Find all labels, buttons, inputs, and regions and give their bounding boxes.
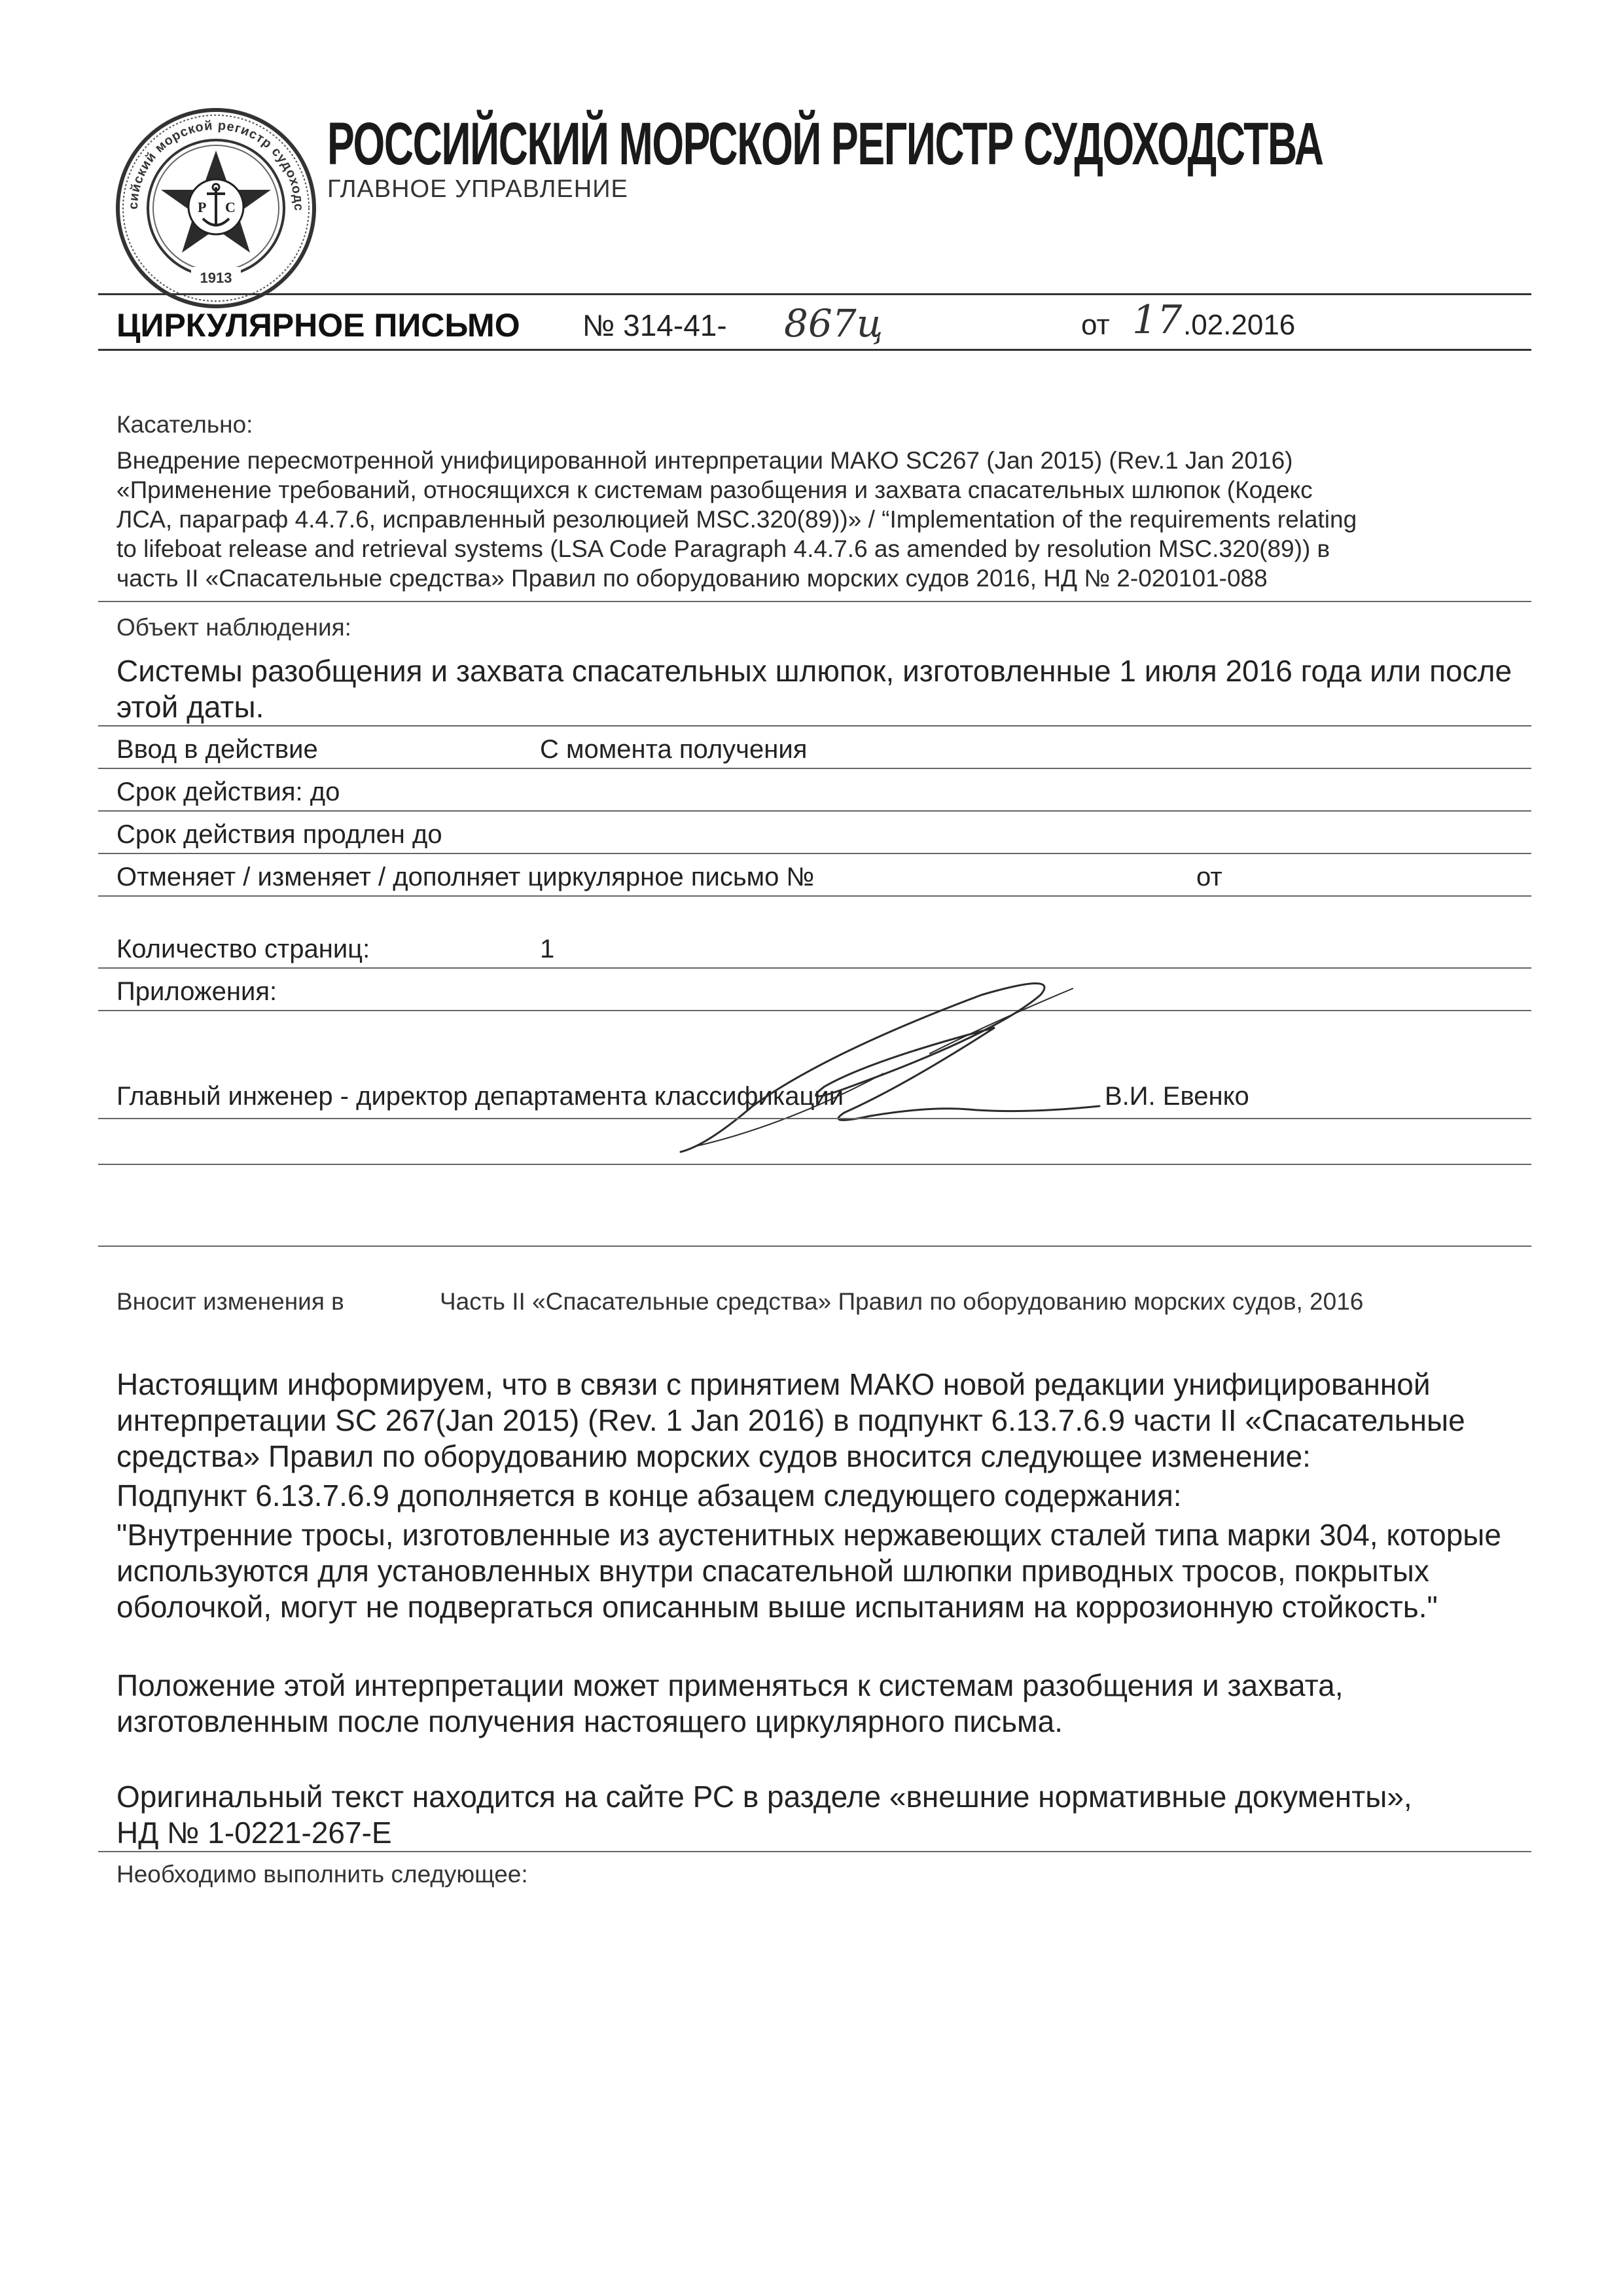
body-paragraph-line: Положение этой интерпретации может применяться к системам разобщения и захвата,	[116, 1668, 1344, 1702]
body-paragraph-line: Настоящим информируем, что в связи с принятием МАКО новой редакции унифицированной	[116, 1367, 1431, 1401]
regarding-line: часть II «Спасательные средства» Правил по оборудованию морских судов 2016, НД № 2-020101-088	[116, 565, 1268, 592]
date-month-year: .02.2016	[1183, 309, 1296, 341]
field-divider	[98, 768, 1531, 769]
effective-label: Ввод в действие	[116, 735, 318, 764]
effective-value: С момента получения	[540, 735, 808, 764]
object-label: Объект наблюдения:	[116, 614, 351, 641]
amends-value: Часть II «Спасательные средства» Правил по оборудованию морских судов, 2016	[440, 1288, 1364, 1315]
pages-value: 1	[540, 935, 555, 963]
regarding-line: ЛСА, параграф 4.4.7.6, исправленный резолюцией MSC.320(89))» / “Implementation of the requirements relating	[116, 506, 1357, 533]
logo-initial-s: С	[225, 199, 236, 215]
letter-number-handwritten: 867ц	[784, 301, 883, 346]
body-paragraph-line: средства» Правил по оборудованию морских судов вносится следующее изменение:	[116, 1439, 1311, 1473]
cancels-label: Отменяет / изменяет / дополняет циркулярное письмо №	[116, 863, 815, 891]
field-divider	[98, 853, 1531, 854]
section-divider	[98, 601, 1531, 602]
header-divider-top	[98, 293, 1531, 295]
body-paragraph-line: НД № 1-0221-267-E	[116, 1816, 392, 1850]
section-divider	[98, 1851, 1531, 1852]
validity-label: Срок действия: до	[116, 778, 340, 806]
signature-divider	[98, 1164, 1531, 1165]
regarding-line: «Применение требований, относящихся к системам разобщения и захвата спасательных шлюпок (Кодекс	[116, 476, 1313, 503]
attachments-label: Приложения:	[116, 977, 277, 1006]
object-line: Системы разобщения и захвата спасательных шлюпок, изготовленные 1 июля 2016 года или после	[116, 654, 1512, 688]
field-divider	[98, 967, 1531, 969]
body-paragraph-line: Оригинальный текст находится на сайте РС в разделе «внешние нормативные документы»,	[116, 1780, 1412, 1814]
field-divider	[98, 810, 1531, 812]
letter-number-prefix: № 314-41-	[582, 308, 727, 342]
regarding-line: to lifeboat release and retrieval systems (LSA Code Paragraph 4.4.7.6 as amended by resolution MSC.320(89)) в	[116, 535, 1330, 562]
body-paragraph-line: интерпретации SC 267(Jan 2015) (Rev. 1 Jan 2016) в подпункт 6.13.7.6.9 части II «Спасательные	[116, 1403, 1465, 1437]
logo-year: 1913	[200, 270, 232, 286]
header-divider-bottom	[98, 349, 1531, 351]
regarding-line: Внедрение пересмотренной унифицированной интерпретации МАКО SC267 (Jan 2015) (Rev.1 Jan 2016)	[116, 447, 1293, 474]
organization-name: РОССИЙСКИЙ МОРСКОЙ РЕГИСТР СУДОХОДСТВА	[327, 111, 1323, 177]
extended-label: Срок действия продлен до	[116, 820, 442, 849]
date-day-handwritten: 17	[1132, 297, 1183, 343]
handwritten-signature	[654, 975, 1152, 1172]
logo-initial-r: Р	[198, 199, 207, 215]
field-divider	[98, 895, 1531, 897]
section-divider	[98, 1246, 1531, 1247]
letter-title: ЦИРКУЛЯРНОЕ ПИСЬМО	[116, 307, 520, 344]
signer-position: Главный инженер - директор департамента классификации	[116, 1082, 844, 1111]
amends-label: Вносит изменения в	[116, 1288, 344, 1315]
signer-name: В.И. Евенко	[1105, 1082, 1249, 1111]
pages-label: Количество страниц:	[116, 935, 370, 963]
body-quote-line: используются для установленных внутри спасательной шлюпки приводных тросов, покрытых	[116, 1554, 1429, 1588]
body-paragraph: Подпункт 6.13.7.6.9 дополняется в конце абзацем следующего содержания:	[116, 1479, 1182, 1513]
department-name: ГЛАВНОЕ УПРАВЛЕНИЕ	[327, 175, 628, 203]
cancels-from-label: от	[1196, 863, 1222, 891]
body-paragraph-line: изготовленным после получения настоящего циркулярного письма.	[116, 1704, 1063, 1738]
rs-logo-seal	[107, 92, 321, 313]
logo-ring-text: Российский морской регистр судоходства	[107, 92, 306, 212]
section-divider	[98, 725, 1531, 726]
body-quote-line: "Внутренние тросы, изготовленные из аустенитных нержавеющих сталей типа марки 304, которые	[116, 1518, 1501, 1552]
date-prefix: от	[1081, 309, 1110, 341]
signature-divider	[98, 1118, 1531, 1119]
object-line: этой даты.	[116, 690, 264, 724]
todo-label: Необходимо выполнить следующее:	[116, 1861, 528, 1888]
body-quote-line: оболочкой, могут не подвергаться описанным выше испытаниям на коррозионную стойкость."	[116, 1590, 1438, 1624]
regarding-label: Касательно:	[116, 411, 253, 438]
